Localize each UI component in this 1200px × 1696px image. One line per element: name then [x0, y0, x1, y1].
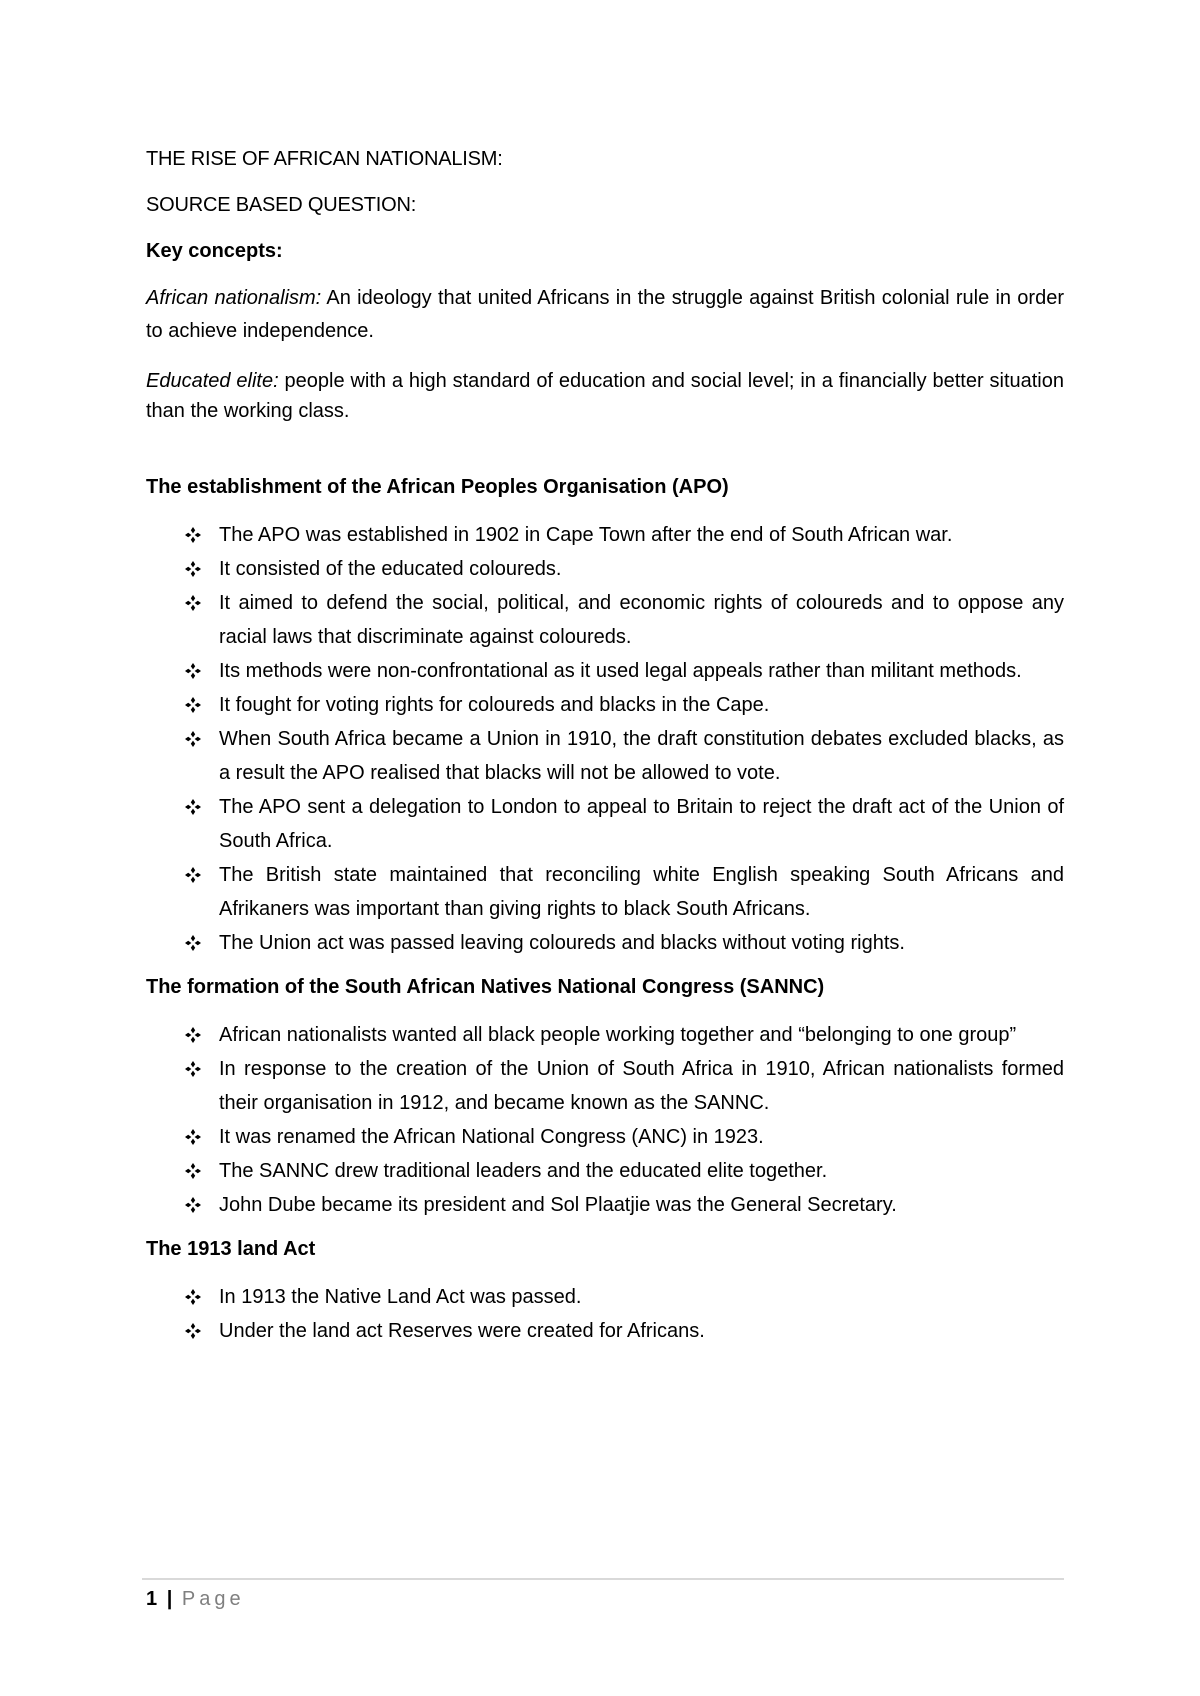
four-diamond-bullet-icon	[184, 526, 202, 544]
definition-term: Educated elite:	[146, 370, 279, 392]
four-diamond-bullet-icon	[184, 866, 202, 884]
list-item-text: It fought for voting rights for coloureds and blacks in the Cape.	[219, 694, 770, 716]
list-item	[146, 926, 1064, 960]
list-item-text: Under the land act Reserves were created for Africans.	[219, 1320, 705, 1342]
definition-educated-elite	[146, 366, 1064, 426]
list-item	[146, 1188, 1064, 1222]
list-item	[146, 518, 1064, 552]
four-diamond-bullet-icon	[184, 1196, 202, 1214]
list-item	[146, 790, 1064, 858]
list-item-text: The APO was established in 1902 in Cape Town after the end of South African war.	[219, 524, 953, 546]
four-diamond-bullet-icon	[184, 934, 202, 952]
key-concepts-heading: Key concepts:	[146, 240, 283, 262]
definition-text: people with a high standard of education and social level; in a financially better situation than the working class.	[146, 370, 1064, 422]
section-heading-land-act: The 1913 land Act	[146, 1238, 316, 1260]
list-item	[146, 654, 1064, 688]
section-heading-apo: The establishment of the African Peoples Organisation (APO)	[146, 476, 729, 498]
four-diamond-bullet-icon	[184, 1322, 202, 1340]
definition-text: An ideology that united Africans in the struggle against British colonial rule in order to achieve independence.	[146, 287, 1064, 342]
document-subtitle: SOURCE BASED QUESTION:	[146, 194, 417, 216]
list-item	[146, 1280, 1064, 1314]
list-item	[146, 586, 1064, 654]
list-item-text: The British state maintained that reconciling white English speaking South Africans and Afrikaners was important than giving rights to black South Africans.	[219, 864, 1064, 920]
definition-term: African nationalism:	[146, 287, 322, 309]
list-item	[146, 1018, 1064, 1052]
bullet-list-land-act	[146, 1280, 1064, 1348]
document-page	[146, 146, 1064, 1362]
four-diamond-bullet-icon	[184, 1026, 202, 1044]
list-item-text: It was renamed the African National Congress (ANC) in 1923.	[219, 1126, 764, 1148]
list-item	[146, 858, 1064, 926]
four-diamond-bullet-icon	[184, 1128, 202, 1146]
list-item-text: In 1913 the Native Land Act was passed.	[219, 1286, 582, 1308]
list-item-text: The SANNC drew traditional leaders and the educated elite together.	[219, 1160, 828, 1182]
list-item	[146, 1052, 1064, 1120]
list-item-text: Its methods were non-confrontational as it used legal appeals rather than militant methods.	[219, 660, 1022, 682]
four-diamond-bullet-icon	[184, 560, 202, 578]
document-title: THE RISE OF AFRICAN NATIONALISM:	[146, 148, 503, 170]
four-diamond-bullet-icon	[184, 594, 202, 612]
four-diamond-bullet-icon	[184, 730, 202, 748]
list-item	[146, 1120, 1064, 1154]
list-item-text: When South Africa became a Union in 1910, the draft constitution debates excluded blacks, as a result the APO realised that blacks will not be allowed to vote.	[219, 728, 1064, 784]
section-heading-sannc: The formation of the South African Natives National Congress (SANNC)	[146, 976, 825, 998]
page-number: 1	[146, 1588, 158, 1610]
four-diamond-bullet-icon	[184, 1060, 202, 1078]
four-diamond-bullet-icon	[184, 1162, 202, 1180]
four-diamond-bullet-icon	[184, 798, 202, 816]
list-item	[146, 552, 1064, 586]
page-label: Page	[181, 1588, 245, 1610]
bullet-list-apo	[146, 518, 1064, 960]
four-diamond-bullet-icon	[184, 662, 202, 680]
list-item-text: In response to the creation of the Union of South Africa in 1910, African nationalists formed their organisation in 1912, and became known as the SANNC.	[219, 1058, 1064, 1114]
list-item	[146, 722, 1064, 790]
bullet-list-sannc	[146, 1018, 1064, 1222]
list-item-text: The APO sent a delegation to London to appeal to Britain to reject the draft act of the Union of South Africa.	[219, 796, 1064, 852]
page-footer	[146, 1586, 245, 1612]
list-item-text: John Dube became its president and Sol Plaatjie was the General Secretary.	[219, 1194, 897, 1216]
list-item-text: The Union act was passed leaving coloureds and blacks without voting rights.	[219, 932, 905, 954]
four-diamond-bullet-icon	[184, 1288, 202, 1306]
four-diamond-bullet-icon	[184, 696, 202, 714]
footer-separator: |	[166, 1588, 173, 1610]
list-item	[146, 1154, 1064, 1188]
footer-divider	[142, 1578, 1064, 1580]
list-item-text: It consisted of the educated coloureds.	[219, 558, 562, 580]
list-item-text: African nationalists wanted all black people working together and “belonging to one group”	[219, 1024, 1017, 1046]
list-item	[146, 688, 1064, 722]
definition-african-nationalism	[146, 282, 1064, 348]
list-item-text: It aimed to defend the social, political, and economic rights of coloureds and to oppose any racial laws that discriminate against coloureds.	[219, 592, 1064, 648]
list-item	[146, 1314, 1064, 1348]
